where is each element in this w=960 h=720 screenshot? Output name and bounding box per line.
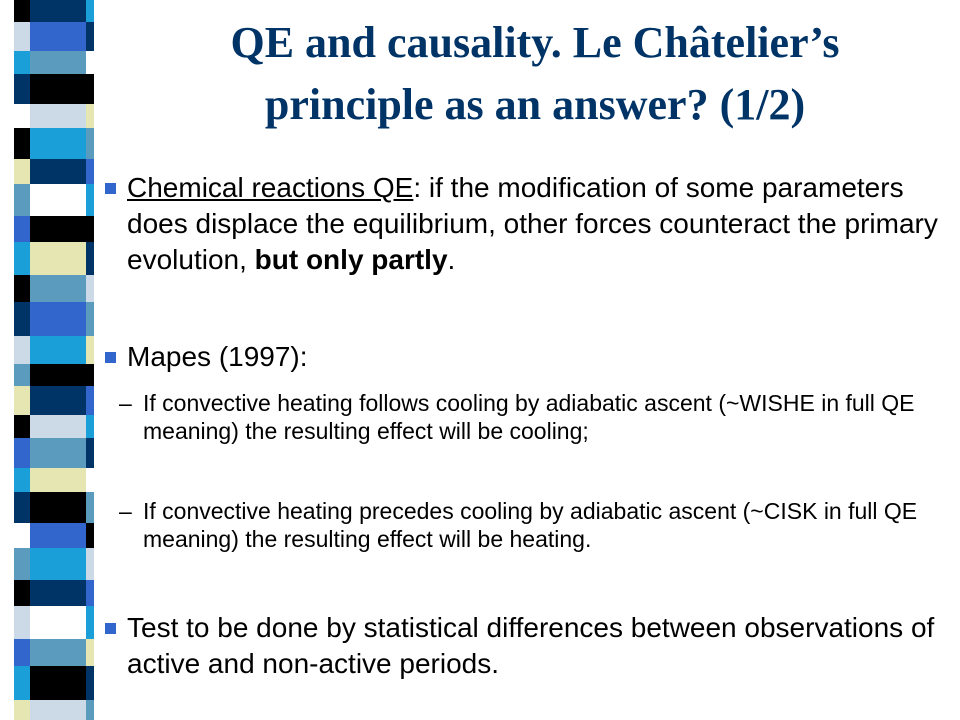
bullet-end: .	[447, 244, 456, 275]
stripe-block	[30, 336, 86, 364]
stripe-block	[14, 22, 30, 51]
stripe-block	[30, 51, 86, 74]
stripe-block	[30, 548, 86, 580]
stripe-block	[14, 580, 30, 606]
stripe-block	[14, 468, 30, 492]
stripe-block	[30, 468, 86, 492]
stripe-block	[30, 275, 86, 302]
stripe-block	[30, 104, 86, 128]
stripe-block	[86, 336, 94, 364]
stripe-block	[30, 438, 86, 468]
slide-title	[120, 12, 950, 136]
title-line-2: principle as an answer? (1/2)	[264, 80, 806, 129]
stripe-block	[30, 639, 86, 666]
bullet-test	[127, 610, 947, 682]
title-line-1: QE and causality. Le Châtelier’s	[230, 18, 840, 67]
stripe-block	[30, 523, 86, 548]
stripe-block	[30, 606, 86, 639]
bullet-mapes	[127, 339, 947, 375]
stripe-block	[30, 74, 86, 104]
sub-bullet-text: If convective heating follows cooling by adiabatic ascent (~WISHE in full QE meaning) the resulting effect will be cooling;	[143, 390, 915, 444]
stripe-block	[86, 386, 94, 415]
stripe-block	[86, 0, 94, 22]
stripe-block	[14, 302, 30, 336]
bullet-text: : if the modification of some parameters does displace the equilibrium, other forces counteract the primary evolution,	[127, 172, 938, 275]
stripe-block	[14, 74, 30, 104]
stripe-block	[30, 184, 86, 216]
stripe-block	[14, 216, 30, 242]
stripe-block	[30, 492, 86, 523]
square-bullet-icon	[105, 183, 116, 194]
stripe-block	[86, 128, 94, 159]
stripe-block	[86, 74, 94, 104]
stripe-block	[30, 415, 86, 438]
sub-bullet-wishe	[119, 389, 943, 445]
stripe-block	[14, 184, 30, 216]
sub-bullet-text: If convective heating precedes cooling by adiabatic ascent (~CISK in full QE meaning) the resulting effect will be heating.	[143, 498, 918, 552]
stripe-block	[14, 700, 30, 720]
stripe-block	[86, 159, 94, 184]
stripe-block	[14, 415, 30, 438]
stripe-block	[86, 700, 94, 720]
dash-marker: –	[119, 498, 132, 524]
stripe-block	[30, 580, 86, 606]
stripe-block	[86, 216, 94, 242]
stripe-block	[14, 275, 30, 302]
stripe-block	[86, 415, 94, 438]
stripe-block	[30, 666, 86, 700]
stripe-block	[86, 606, 94, 639]
stripe-block	[14, 51, 30, 74]
stripe-block	[86, 364, 94, 386]
stripe-block	[86, 302, 94, 336]
stripe-block	[86, 242, 94, 275]
stripe-block	[14, 639, 30, 666]
stripe-block	[30, 386, 86, 415]
stripe-block	[14, 548, 30, 580]
stripe-block	[30, 242, 86, 275]
stripe-block	[86, 51, 94, 74]
stripe-block	[86, 438, 94, 468]
square-bullet-icon	[105, 623, 116, 634]
bullet-label: Chemical reactions QE	[127, 172, 414, 203]
bullet-text: Test to be done by statistical differences between observations of active and non-active periods.	[127, 612, 935, 679]
bullet-chemical-reactions	[127, 170, 947, 278]
sub-bullet-cisk	[119, 497, 943, 553]
bullet-emphasis: but only partly	[254, 244, 448, 275]
stripe-block	[14, 0, 30, 22]
square-bullet-icon	[105, 352, 116, 363]
stripe-block	[86, 523, 94, 548]
dash-marker: –	[119, 390, 132, 416]
decorative-side-stripe	[0, 0, 110, 720]
stripe-block	[86, 580, 94, 606]
stripe-block	[86, 22, 94, 51]
stripe-block	[14, 104, 30, 128]
stripe-block	[86, 666, 94, 700]
stripe-block	[86, 184, 94, 216]
stripe-block	[14, 492, 30, 523]
stripe-block	[86, 639, 94, 666]
stripe-block	[14, 159, 30, 184]
stripe-block	[86, 104, 94, 128]
stripe-block	[14, 364, 30, 386]
stripe-block	[14, 666, 30, 700]
stripe-block	[14, 438, 30, 468]
stripe-block	[30, 159, 86, 184]
stripe-block	[14, 523, 30, 548]
stripe-block	[14, 606, 30, 639]
stripe-block	[30, 364, 86, 386]
stripe-block	[30, 700, 86, 720]
stripe-block	[30, 0, 86, 22]
stripe-block	[14, 336, 30, 364]
stripe-block	[30, 216, 86, 242]
stripe-block	[30, 22, 86, 51]
stripe-block	[30, 302, 86, 336]
stripe-block	[86, 548, 94, 580]
stripe-block	[86, 468, 94, 492]
stripe-block	[14, 128, 30, 159]
stripe-block	[30, 128, 86, 159]
stripe-block	[86, 492, 94, 523]
stripe-block	[14, 386, 30, 415]
stripe-block	[86, 275, 94, 302]
bullet-text: Mapes (1997):	[127, 341, 308, 372]
stripe-block	[14, 242, 30, 275]
